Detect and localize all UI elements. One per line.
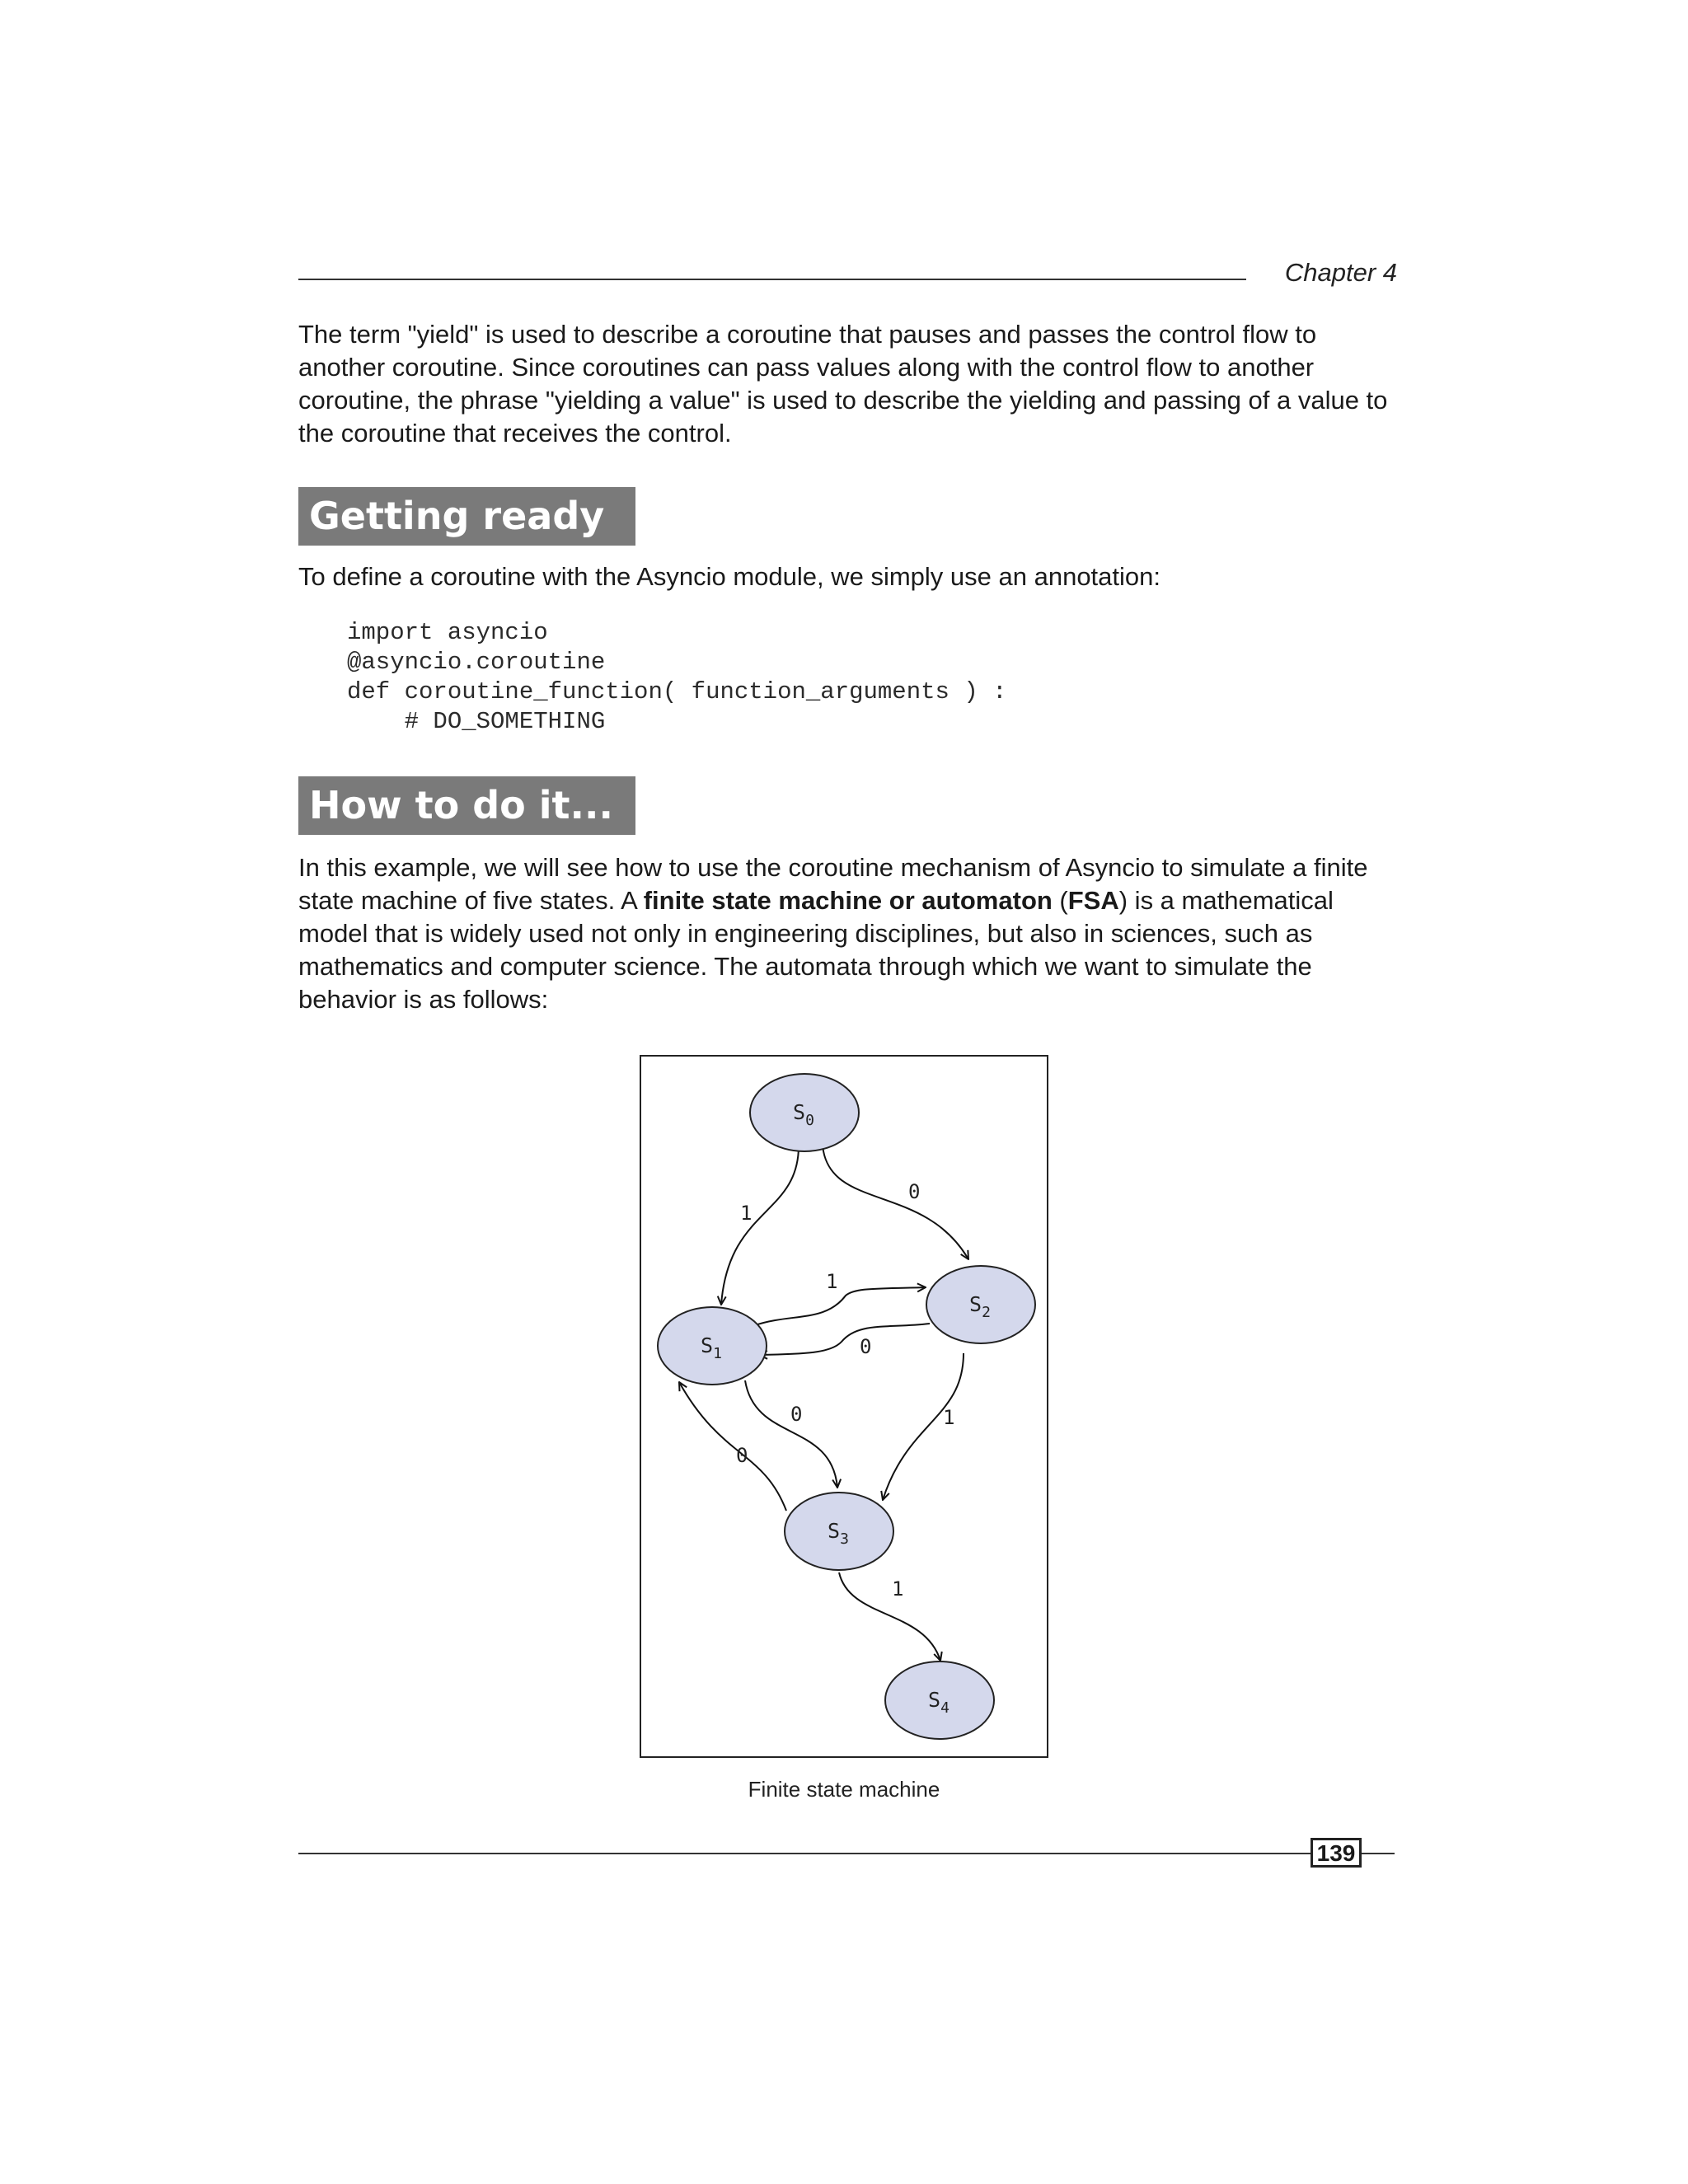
how-to-text-after: ) is a mathematical model that is widely used not only in engineering disciplines, but also in sciences, such as mathematics and computer science. The automata through which we want to simulate the behavior is as follows:: [298, 886, 1334, 1014]
how-to-text-mid: (: [1052, 886, 1068, 915]
state-index: 1: [713, 1345, 722, 1362]
state-letter: S: [828, 1519, 841, 1543]
section-heading-getting-ready: Getting ready: [298, 487, 635, 546]
state-letter: S: [969, 1292, 982, 1316]
fsm-diagram: [640, 1055, 1048, 1758]
how-to-text-before: In this example, we will see how to use the coroutine mechanism of Asyncio to simulate a finite state machine of five states. A: [298, 853, 1368, 915]
page-number: 139: [1311, 1838, 1362, 1868]
header-rule: [298, 279, 1246, 280]
state-letter: S: [928, 1688, 941, 1712]
edge-label-s1-s2: 1: [826, 1270, 838, 1293]
figure-caption: Finite state machine: [748, 1777, 940, 1802]
edge-label-s3-s1: 0: [736, 1444, 748, 1467]
state-s3: [785, 1493, 893, 1570]
getting-ready-paragraph: To define a coroutine with the Asyncio module, we simply use an annotation:: [298, 562, 1161, 591]
state-s4: [885, 1661, 994, 1739]
state-s1: [658, 1307, 767, 1385]
footer-rule: [298, 1853, 1395, 1854]
state-index: 4: [940, 1699, 950, 1717]
edge-label-s3-s4: 1: [892, 1577, 904, 1601]
edge-label-s2-s3: 1: [943, 1406, 955, 1429]
edge-label-s2-s1: 0: [860, 1335, 872, 1358]
state-letter: S: [701, 1333, 714, 1357]
state-index: 3: [840, 1530, 849, 1548]
bold-term: finite state machine or automaton: [643, 886, 1053, 915]
state-index: 2: [982, 1304, 991, 1321]
code-block: import asyncio @asyncio.coroutine def coroutine_function( function_arguments ) : # DO_SOMETHING: [347, 619, 1007, 735]
edge-label-s0-s1: 1: [740, 1202, 753, 1225]
state-index: 0: [805, 1112, 814, 1129]
how-to-paragraph: [298, 851, 1403, 1016]
edge-label-s0-s2: 0: [908, 1180, 921, 1203]
state-letter: S: [793, 1100, 806, 1124]
state-s0: [750, 1074, 859, 1151]
intro-paragraph: The term "yield" is used to describe a coroutine that pauses and passes the control flow to another coroutine. Since coroutines can pass values along with the control flow to another coroutine, the phrase "yielding a value" is used to describe the yielding and passing of a value to the coroutine that receives the control.: [298, 320, 1388, 448]
state-s2: [926, 1266, 1035, 1343]
edge-label-s1-s3: 0: [790, 1403, 803, 1426]
chapter-label: Chapter 4: [1284, 258, 1397, 287]
bold-abbreviation: FSA: [1067, 886, 1119, 915]
section-heading-how-to: How to do it...: [298, 776, 635, 835]
figure-frame: [640, 1056, 1048, 1757]
